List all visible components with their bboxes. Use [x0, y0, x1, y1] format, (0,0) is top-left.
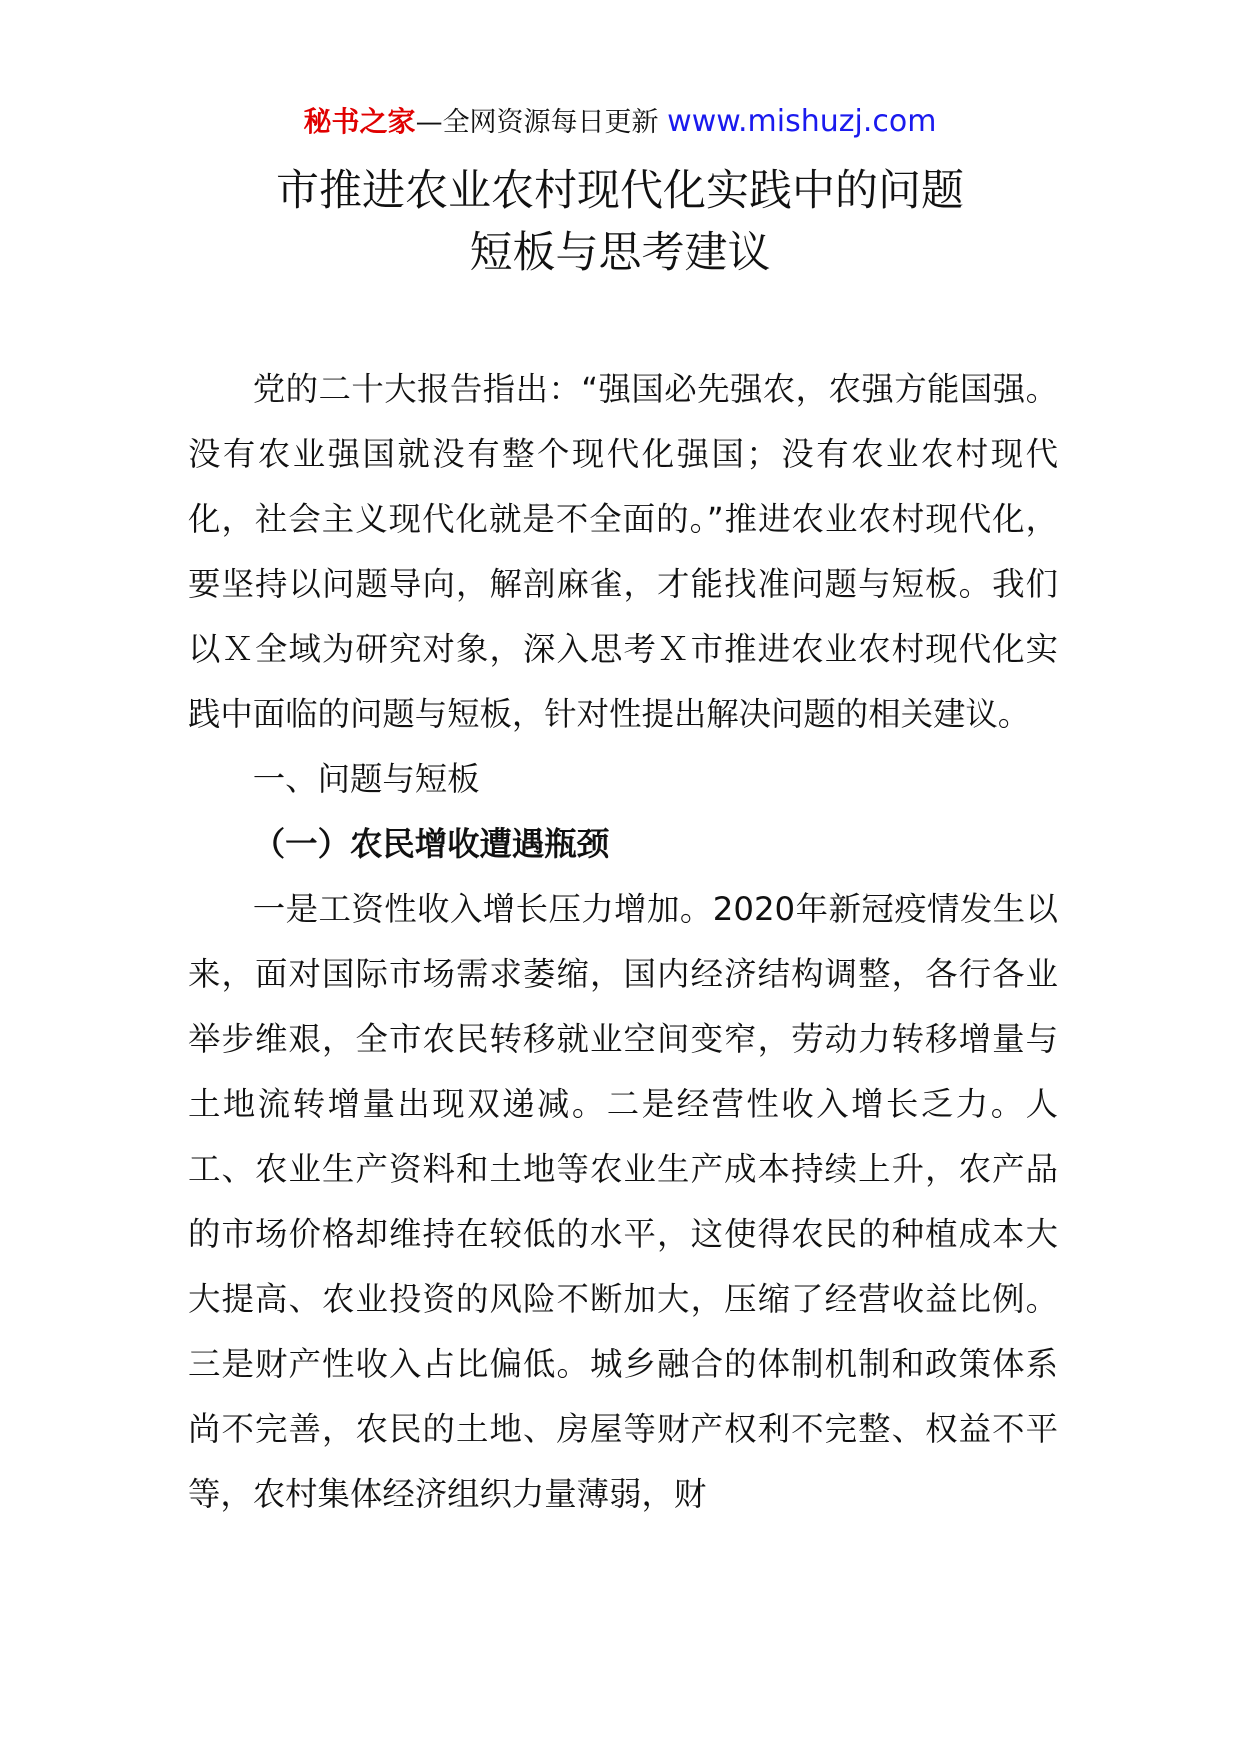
subsection-paragraph: 一是工资性收入增长压力增加。2020年新冠疫情发生以来，面对国际市场需求萎缩，国内经济结构调整，各行各业举步维艰，全市农民转移就业空间变窄，劳动力转移增量与土地流转增量出现双递减。二是经营性收入增长乏力。人工、农业生产资料和土地等农业生产成本持续上升，农产品的市场价格却维持在较低的水平，这使得农民的种植成本大大提高、农业投资的风险不断加大，压缩了经营收益比例。三是财产性收入占比偏低。城乡融合的体制机制和政策体系尚不完善，农民的土地、房屋等财产权利不完整、权益不平等，农村集体经济组织力量薄弱，财	[188, 890, 1058, 1513]
brand-name: 秘书之家	[303, 105, 416, 138]
section-heading: 一、问题与短板	[252, 760, 480, 798]
intro-paragraph: 党的二十大报告指出：“强国必先强农，农强方能国强。没有农业强国就没有整个现代化强国；没有农业农村现代化，社会主义现代化就是不全面的。”推进农业农村现代化，要坚持以问题导向，解剖麻雀，才能找准问题与短板。我们以Ｘ全域为研究对象，深入思考Ｘ市推进农业农村现代化实践中面临的问题与短板，针对性提出解决问题的相关建议。	[188, 370, 1058, 733]
header-tagline: —全网资源每日更新	[415, 107, 659, 138]
title-line-2: 短板与思考建议	[469, 228, 771, 278]
document-body	[188, 357, 1058, 1527]
title-line-1: 市推进农业农村现代化实践中的问题	[276, 166, 964, 216]
document-title	[0, 160, 1240, 284]
site-header-banner	[0, 102, 1240, 143]
subsection-heading: （一）农民增收遭遇瓶颈	[252, 825, 610, 863]
site-url-link[interactable]: www.mishuzj.com	[667, 104, 937, 139]
